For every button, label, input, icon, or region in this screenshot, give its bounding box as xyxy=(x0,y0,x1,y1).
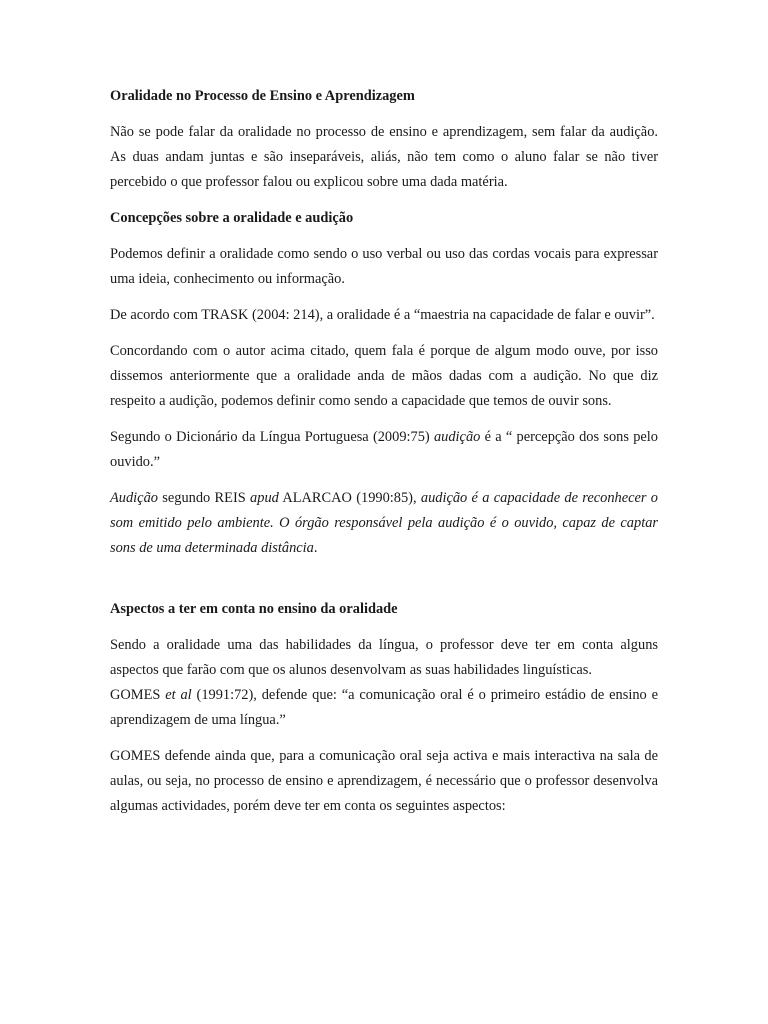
text: Segundo o Dicionário da Língua Portuguesa (2009:75) xyxy=(110,429,434,445)
document-page xyxy=(110,84,658,830)
text: GOMES xyxy=(110,687,166,703)
text: ALARCAO (1990:85), xyxy=(278,490,421,506)
text-italic: Audição xyxy=(110,490,158,506)
paragraph-gomes-defende: GOMES defende ainda que, para a comunicação oral seja activa e mais interactiva na sala de aulas, ou seja, no processo de ensino e aprendizagem, é necessário que o professor desenvolva algumas actividades, porém deve ter em conta os seguintes aspectos: xyxy=(110,748,658,814)
paragraph-gomes-et-al xyxy=(110,683,658,733)
text-italic: audição xyxy=(433,429,481,445)
heading-concepcoes: Concepções sobre a oralidade e audição xyxy=(110,210,354,226)
text: segundo REIS xyxy=(157,490,251,506)
paragraph-reis xyxy=(110,486,658,561)
paragraph-habilidades xyxy=(110,633,658,683)
paragraph-dicionario xyxy=(110,425,658,475)
paragraph-intro: Não se pode falar da oralidade no processo de ensino e aprendizagem, sem falar da audição. As duas andam juntas e são inseparáveis, aliás, não tem como o aluno falar se não tiver percebido o que professor falou ou explicou sobre uma dada matéria. xyxy=(110,124,658,190)
heading-oralidade: Oralidade no Processo de Ensino e Aprendizagem xyxy=(110,88,415,104)
paragraph-definicao-oralidade: Podemos definir a oralidade como sendo o uso verbal ou uso das cordas vocais para expressar uma ideia, conhecimento ou informação. xyxy=(110,246,658,287)
text: (1991:72), defende que: “a comunicação oral é o primeiro estádio de ensino e aprendizagem de uma língua.” xyxy=(110,687,658,728)
heading-aspectos: Aspectos a ter em conta no ensino da oralidade xyxy=(110,601,398,617)
paragraph-trask: De acordo com TRASK (2004: 214), a oralidade é a “maestria na capacidade de falar e ouvir”. xyxy=(110,307,655,323)
text-italic: et al xyxy=(165,687,192,703)
text: é a “ percepção dos sons pelo ouvido.” xyxy=(110,429,658,470)
paragraph-concordando: Concordando com o autor acima citado, quem fala é porque de algum modo ouve, por isso dissemos anteriormente que a oralidade anda de mãos dadas com a audição. No que diz respeito a audição, podemos definir como sendo a capacidade que temos de ouvir sons. xyxy=(110,343,658,409)
text: Sendo a oralidade uma das habilidades da língua, o professor deve ter em conta alguns aspectos que farão com que os alunos desenvolvam as suas habilidades linguísticas. xyxy=(110,637,658,678)
blank-line xyxy=(110,572,658,597)
text-italic: apud xyxy=(250,490,279,506)
text: . xyxy=(313,540,318,556)
text-italic: audição é a capacidade de reconhecer o som emitido pelo ambiente. O órgão responsável pela audição é o ouvido, capaz de captar sons de uma determinada distância xyxy=(110,490,658,556)
